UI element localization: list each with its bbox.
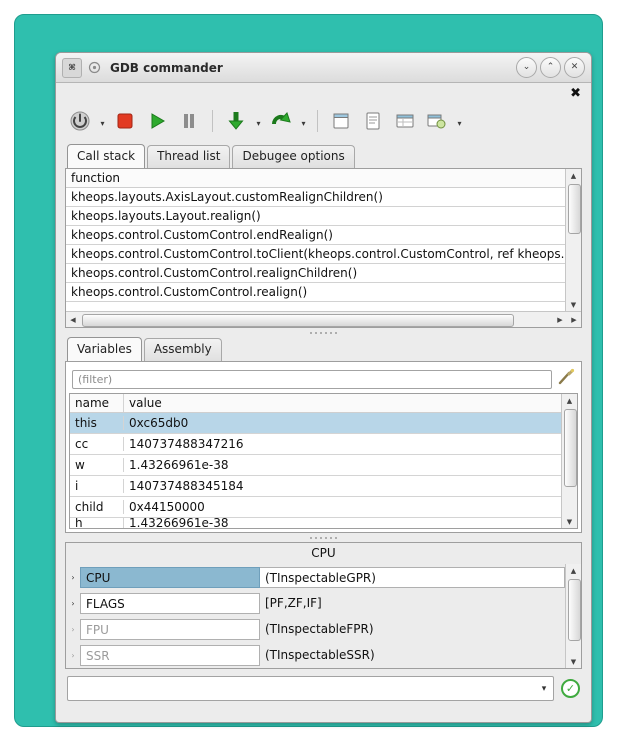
call-stack-row[interactable]: kheops.control.CustomControl.toClient(kheops.control.CustomControl, ref kheops. bbox=[66, 245, 565, 264]
scroll-up-icon[interactable]: ▲ bbox=[570, 566, 577, 575]
registers-button[interactable] bbox=[390, 107, 420, 135]
call-stack-panel bbox=[65, 168, 582, 328]
cpu-register-name: FPU bbox=[80, 619, 260, 640]
cpu-row-fpu[interactable] bbox=[66, 616, 565, 642]
column-header-value: value bbox=[129, 396, 162, 410]
cpu-register-value: (TInspectableFPR) bbox=[260, 619, 565, 640]
inner-close-icon[interactable]: ✖ bbox=[570, 86, 581, 101]
cpu-row-flags[interactable] bbox=[66, 590, 565, 616]
check-icon: ✓ bbox=[565, 682, 576, 695]
variables-row[interactable] bbox=[70, 497, 561, 518]
call-stack-row[interactable]: kheops.layouts.Layout.realign() bbox=[66, 207, 565, 226]
scroll-right-icon-2[interactable]: ▶ bbox=[571, 315, 577, 324]
tab-call-stack[interactable]: Call stack bbox=[67, 144, 145, 168]
variables-row[interactable] bbox=[70, 413, 561, 434]
breakpoints-button[interactable] bbox=[326, 107, 356, 135]
application-icon: ⌘ bbox=[62, 58, 82, 78]
scroll-track-h[interactable] bbox=[80, 313, 553, 326]
window-body bbox=[56, 83, 591, 710]
call-stack-list[interactable] bbox=[66, 169, 565, 311]
variable-name: h bbox=[70, 518, 124, 528]
run-button[interactable] bbox=[142, 107, 172, 135]
column-header-name: name bbox=[70, 394, 124, 412]
cpu-rows bbox=[66, 564, 565, 668]
cpu-register-name: FLAGS bbox=[80, 593, 260, 614]
variables-row[interactable] bbox=[70, 434, 561, 455]
call-stack-row[interactable]: kheops.control.CustomControl.endRealign() bbox=[66, 226, 565, 245]
cpu-panel-title: CPU bbox=[311, 546, 336, 560]
cpu-vertical-scrollbar[interactable] bbox=[565, 564, 581, 668]
filter-input[interactable]: (filter) bbox=[72, 370, 552, 389]
call-stack-column-header: function bbox=[66, 169, 565, 188]
scroll-thumb[interactable] bbox=[568, 184, 581, 234]
tab-debugee-options[interactable]: Debugee options bbox=[232, 145, 354, 168]
scroll-up-icon[interactable]: ▲ bbox=[570, 171, 577, 180]
cpu-register-name: SSR bbox=[80, 645, 260, 666]
power-dropdown-icon[interactable]: ▾ bbox=[100, 119, 105, 128]
cpu-register-value: [PF,ZF,IF] bbox=[260, 593, 565, 614]
toolbar-separator-2 bbox=[317, 110, 318, 132]
scroll-track[interactable] bbox=[563, 407, 576, 515]
scroll-track[interactable] bbox=[567, 577, 580, 655]
variable-name: cc bbox=[70, 437, 124, 451]
tab-thread-list[interactable]: Thread list bbox=[147, 145, 230, 168]
variable-name: this bbox=[70, 416, 124, 430]
minimize-button[interactable]: ⌄ bbox=[516, 57, 537, 78]
expander-icon[interactable]: › bbox=[71, 598, 75, 608]
variables-row[interactable] bbox=[70, 455, 561, 476]
scroll-down-icon[interactable]: ▼ bbox=[570, 657, 577, 666]
window-titlebar[interactable] bbox=[56, 53, 591, 83]
cpu-grid[interactable] bbox=[66, 564, 581, 668]
desktop-background bbox=[14, 14, 603, 727]
variable-value: 1.43266961e-38 bbox=[129, 458, 229, 472]
call-stack-main bbox=[66, 169, 581, 311]
splitter-handle-top[interactable] bbox=[65, 328, 582, 337]
scroll-track[interactable] bbox=[567, 182, 580, 298]
power-button[interactable] bbox=[65, 107, 95, 135]
debugger-toolbar bbox=[65, 91, 582, 139]
variable-value: 0x44150000 bbox=[129, 500, 205, 514]
pin-icon[interactable] bbox=[85, 59, 103, 77]
step-into-button[interactable] bbox=[221, 107, 251, 135]
pause-button[interactable] bbox=[174, 107, 204, 135]
variable-value: 140737488347216 bbox=[129, 437, 244, 451]
scroll-thumb[interactable] bbox=[568, 579, 581, 641]
scroll-thumb[interactable] bbox=[564, 409, 577, 487]
filter-wand-icon[interactable] bbox=[557, 368, 575, 390]
chevron-down-icon[interactable]: ▾ bbox=[541, 683, 547, 694]
step-over-dropdown-icon[interactable]: ▾ bbox=[301, 119, 306, 128]
cpu-panel bbox=[65, 542, 582, 669]
inspect-dropdown-icon[interactable]: ▾ bbox=[457, 119, 462, 128]
variable-name: w bbox=[70, 458, 124, 472]
top-tabstrip bbox=[65, 144, 582, 168]
cpu-row-ssr[interactable] bbox=[66, 642, 565, 668]
expander-icon[interactable]: › bbox=[71, 572, 75, 582]
step-over-button[interactable] bbox=[266, 107, 296, 135]
maximize-button[interactable]: ⌃ bbox=[540, 57, 561, 78]
call-stack-row[interactable]: kheops.control.CustomControl.realign() bbox=[66, 283, 565, 302]
variables-rows bbox=[70, 394, 561, 528]
scroll-up-icon[interactable]: ▲ bbox=[566, 396, 573, 405]
cpu-register-value: (TInspectableGPR) bbox=[260, 567, 565, 588]
call-stack-vertical-scrollbar[interactable] bbox=[565, 169, 581, 311]
call-stack-row[interactable]: kheops.control.CustomControl.realignChildren() bbox=[66, 264, 565, 283]
scroll-thumb-h[interactable] bbox=[82, 314, 514, 327]
scroll-down-icon[interactable]: ▼ bbox=[570, 300, 577, 309]
cpu-row-cpu[interactable] bbox=[66, 564, 565, 590]
expander-icon[interactable]: › bbox=[71, 624, 75, 634]
command-row bbox=[65, 669, 582, 701]
command-submit-button[interactable] bbox=[561, 679, 580, 698]
cpu-register-value: (TInspectableSSR) bbox=[260, 645, 565, 666]
variable-name: child bbox=[70, 500, 124, 514]
variables-panel bbox=[65, 361, 582, 533]
output-button[interactable] bbox=[358, 107, 388, 135]
variable-value: 0xc65db0 bbox=[129, 416, 189, 430]
variable-value: 1.43266961e-38 bbox=[129, 518, 229, 528]
cpu-register-name: CPU bbox=[80, 567, 260, 588]
close-button[interactable]: ✕ bbox=[564, 57, 585, 78]
variables-row[interactable] bbox=[70, 476, 561, 497]
toolbar-separator bbox=[212, 110, 213, 132]
variable-name: i bbox=[70, 479, 124, 493]
variable-value: 140737488345184 bbox=[129, 479, 244, 493]
filter-row bbox=[69, 364, 578, 393]
mid-tabstrip bbox=[65, 337, 582, 361]
variables-grid[interactable] bbox=[69, 393, 578, 529]
step-into-dropdown-icon[interactable]: ▾ bbox=[256, 119, 261, 128]
tab-assembly[interactable]: Assembly bbox=[144, 338, 222, 361]
stop-button[interactable] bbox=[110, 107, 140, 135]
scroll-right-icon[interactable]: ▶ bbox=[557, 315, 563, 324]
splitter-handle-bottom[interactable] bbox=[65, 533, 582, 542]
tab-variables[interactable]: Variables bbox=[67, 337, 142, 361]
scroll-down-icon[interactable]: ▼ bbox=[566, 517, 573, 526]
call-stack-row[interactable]: kheops.layouts.AxisLayout.customRealignChildren() bbox=[66, 188, 565, 207]
variables-column-headers bbox=[70, 394, 561, 413]
inspect-button[interactable] bbox=[422, 107, 452, 135]
variables-vertical-scrollbar[interactable] bbox=[561, 394, 577, 528]
command-input[interactable] bbox=[67, 676, 554, 701]
gdb-commander-window bbox=[55, 52, 592, 723]
call-stack-horizontal-scrollbar[interactable] bbox=[66, 311, 581, 327]
expander-icon[interactable]: › bbox=[71, 650, 75, 660]
scroll-left-icon[interactable]: ◀ bbox=[70, 315, 76, 324]
window-title: GDB commander bbox=[110, 60, 223, 75]
variables-row[interactable] bbox=[70, 518, 561, 528]
